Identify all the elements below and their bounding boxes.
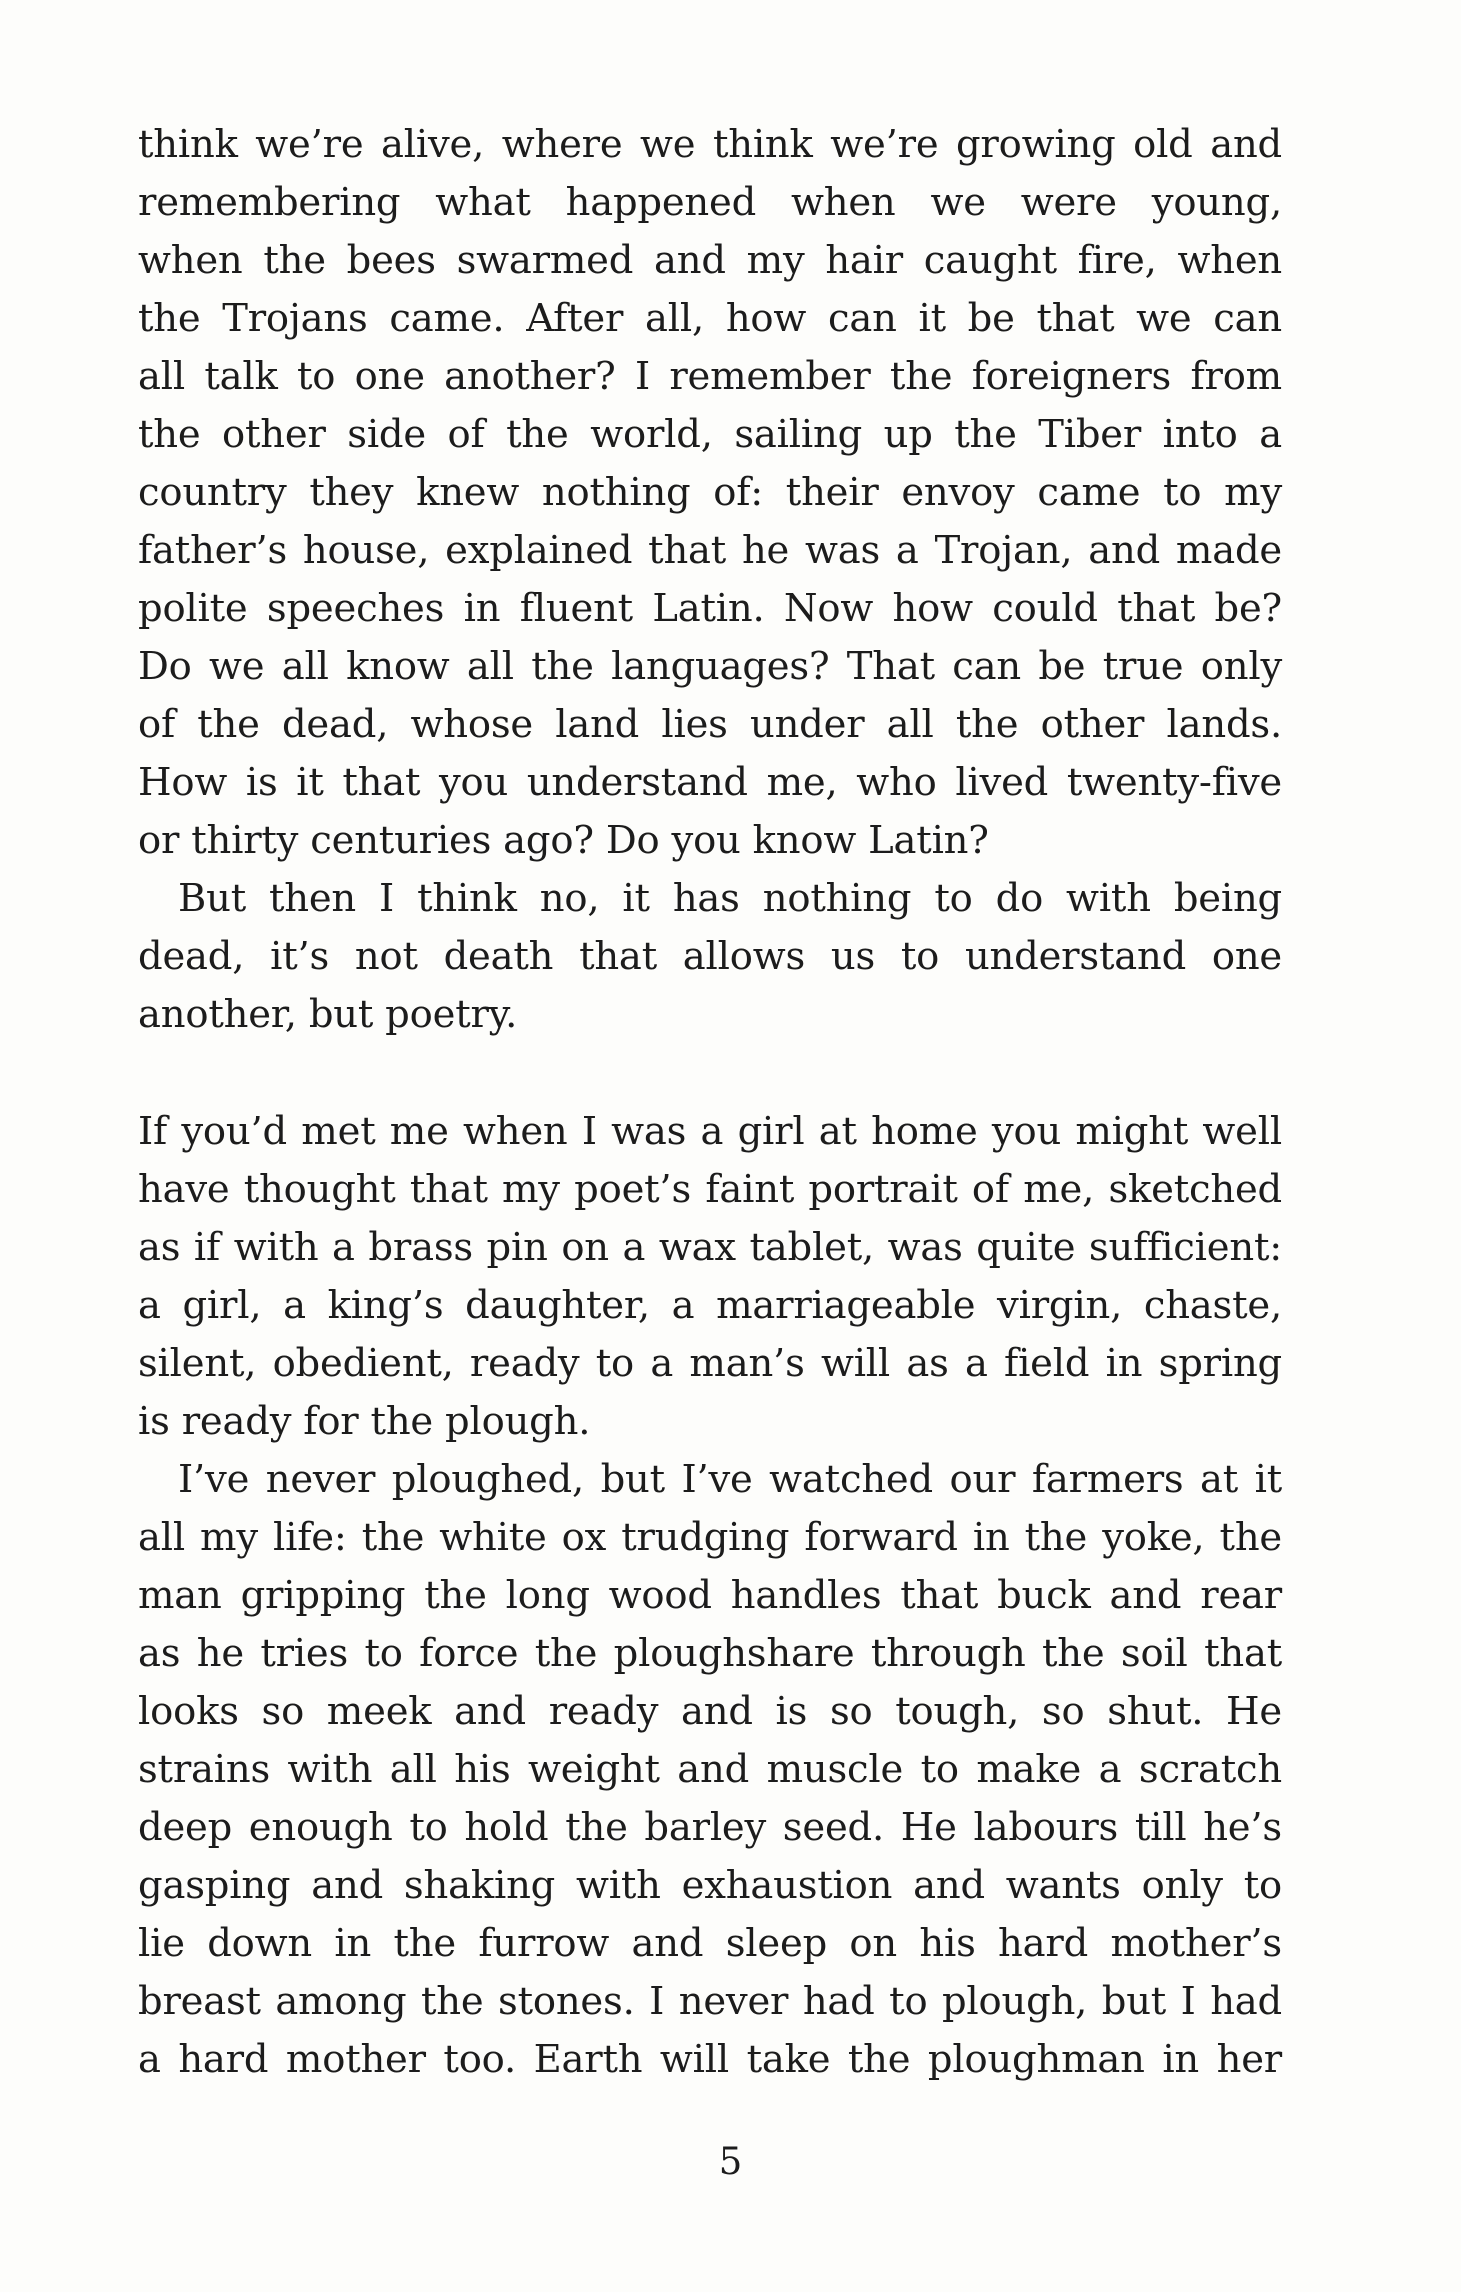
text-line: strains with all his weight and muscle to make a scratch — [138, 1747, 1282, 1792]
text-line: man gripping the long wood handles that buck and rear — [138, 1573, 1282, 1618]
text-line: the other side of the world, sailing up the Tiber into a — [138, 412, 1282, 457]
text-line: the Trojans came. After all, how can it be that we can — [138, 296, 1282, 341]
text-line: a girl, a king’s daughter, a marriageable virgin, chaste, — [138, 1283, 1282, 1328]
paragraph — [138, 1451, 1282, 2089]
text-line: a hard mother too. Earth will take the ploughman in her — [138, 2037, 1282, 2082]
text-line: remembering what happened when we were young, — [138, 180, 1282, 225]
text-line: lie down in the furrow and sleep on his hard mother’s — [138, 1921, 1282, 1966]
text-line: all talk to one another? I remember the foreigners from — [138, 354, 1282, 399]
section-one — [138, 116, 1282, 1044]
text-line: country they knew nothing of: their envoy came to my — [138, 470, 1282, 515]
text-line: How is it that you understand me, who lived twenty-five — [138, 760, 1282, 805]
section-two — [138, 1103, 1282, 2089]
paragraph — [138, 116, 1282, 870]
paragraph — [138, 870, 1282, 1044]
page-number: 5 — [718, 2140, 743, 2183]
text-line: I’ve never ploughed, but I’ve watched our farmers at it — [178, 1457, 1282, 1502]
text-line: But then I think no, it has nothing to do with being — [178, 876, 1282, 921]
text-line: as he tries to force the ploughshare through the soil that — [138, 1631, 1282, 1676]
text-line: breast among the stones. I never had to plough, but I had — [138, 1979, 1282, 2024]
text-line: of the dead, whose land lies under all the other lands. — [138, 702, 1282, 747]
text-line: all my life: the white ox trudging forward in the yoke, the — [138, 1515, 1282, 1560]
text-line: Do we all know all the languages? That can be true only — [138, 644, 1282, 689]
text-line: silent, obedient, ready to a man’s will as a field in spring — [138, 1341, 1282, 1386]
text-line: when the bees swarmed and my hair caught fire, when — [138, 238, 1282, 283]
text-line: think we’re alive, where we think we’re growing old and — [138, 122, 1282, 167]
text-line: If you’d met me when I was a girl at home you might well — [138, 1109, 1282, 1154]
text-line: deep enough to hold the barley seed. He labours till he’s — [138, 1805, 1282, 1850]
text-line: dead, it’s not death that allows us to understand one — [138, 934, 1282, 979]
text-line: gasping and shaking with exhaustion and wants only to — [138, 1863, 1282, 1908]
text-line: polite speeches in fluent Latin. Now how could that be? — [138, 586, 1282, 631]
text-line: or thirty centuries ago? Do you know Latin? — [138, 818, 989, 863]
text-line: as if with a brass pin on a wax tablet, was quite sufficient: — [138, 1225, 1282, 1270]
text-line: is ready for the plough. — [138, 1399, 591, 1444]
text-line: have thought that my poet’s faint portrait of me, sketched — [138, 1167, 1282, 1212]
paragraph — [138, 1103, 1282, 1451]
text-line: looks so meek and ready and is so tough, so shut. He — [138, 1689, 1282, 1734]
text-line: another, but poetry. — [138, 992, 518, 1037]
text-line: father’s house, explained that he was a Trojan, and made — [138, 528, 1282, 573]
